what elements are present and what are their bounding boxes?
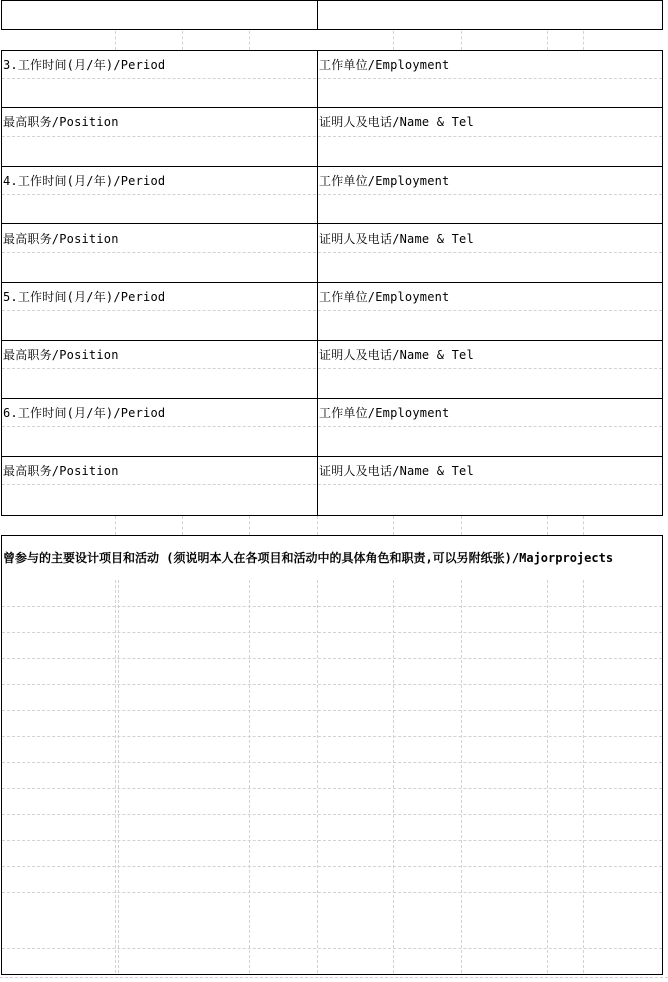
gridline [583, 516, 584, 535]
row-divider [1, 340, 663, 341]
gridline [583, 31, 584, 50]
employment-input-5[interactable] [318, 311, 662, 339]
gridline [249, 31, 250, 50]
reference-input-5[interactable] [318, 369, 662, 397]
gridline [461, 31, 462, 50]
projects-input-area[interactable] [2, 581, 662, 973]
employment-input-3[interactable] [318, 79, 662, 106]
gridline [0, 977, 668, 978]
employment-label-6: 工作单位/Employment [319, 406, 450, 420]
gridline [393, 516, 394, 535]
reference-label-3: 证明人及电话/Name & Tel [319, 115, 474, 129]
employment-label-4: 工作单位/Employment [319, 174, 450, 188]
position-label-6: 最高职务/Position [3, 464, 119, 478]
position-label-4: 最高职务/Position [3, 232, 119, 246]
reference-input-4[interactable] [318, 253, 662, 281]
reference-label-5: 证明人及电话/Name & Tel [319, 348, 474, 362]
period-label-5: 5.工作时间(月/年)/Period [3, 290, 166, 304]
reference-label-4: 证明人及电话/Name & Tel [319, 232, 474, 246]
row-divider [1, 282, 663, 283]
row-divider [1, 223, 663, 224]
gridline [317, 516, 318, 535]
employment-input-4[interactable] [318, 195, 662, 222]
period-label-4: 4.工作时间(月/年)/Period [3, 174, 166, 188]
gridline [115, 516, 116, 535]
period-input-5[interactable] [2, 311, 316, 339]
row-divider [1, 456, 663, 457]
position-label-5: 最高职务/Position [3, 348, 119, 362]
employment-label-3: 工作单位/Employment [319, 58, 450, 72]
column-divider [317, 0, 318, 30]
period-input-4[interactable] [2, 195, 316, 222]
period-label-3: 3.工作时间(月/年)/Period [3, 58, 166, 72]
position-label-3: 最高职务/Position [3, 115, 119, 129]
gridline [182, 516, 183, 535]
gridline [393, 31, 394, 50]
reference-input-3[interactable] [318, 137, 662, 165]
employment-label-5: 工作单位/Employment [319, 290, 450, 304]
period-input-6[interactable] [2, 427, 316, 455]
top-row-box [1, 0, 663, 30]
gridline [547, 516, 548, 535]
projects-heading: 曾参与的主要设计项目和活动 (须说明本人在各项目和活动中的具体角色和职责,可以另附纸张)/Majorprojects [3, 551, 614, 565]
employment-input-6[interactable] [318, 427, 662, 455]
row-divider [1, 398, 663, 399]
period-input-3[interactable] [2, 79, 316, 106]
position-input-3[interactable] [2, 137, 316, 165]
reference-label-6: 证明人及电话/Name & Tel [319, 464, 474, 478]
position-input-4[interactable] [2, 253, 316, 281]
gridline [461, 516, 462, 535]
row-divider [1, 166, 663, 167]
gridline [547, 31, 548, 50]
period-label-6: 6.工作时间(月/年)/Period [3, 406, 166, 420]
reference-input-6[interactable] [318, 485, 662, 515]
position-input-5[interactable] [2, 369, 316, 397]
row-divider [1, 107, 663, 108]
gridline [249, 516, 250, 535]
gridline [115, 31, 116, 50]
position-input-6[interactable] [2, 485, 316, 515]
gridline [182, 31, 183, 50]
